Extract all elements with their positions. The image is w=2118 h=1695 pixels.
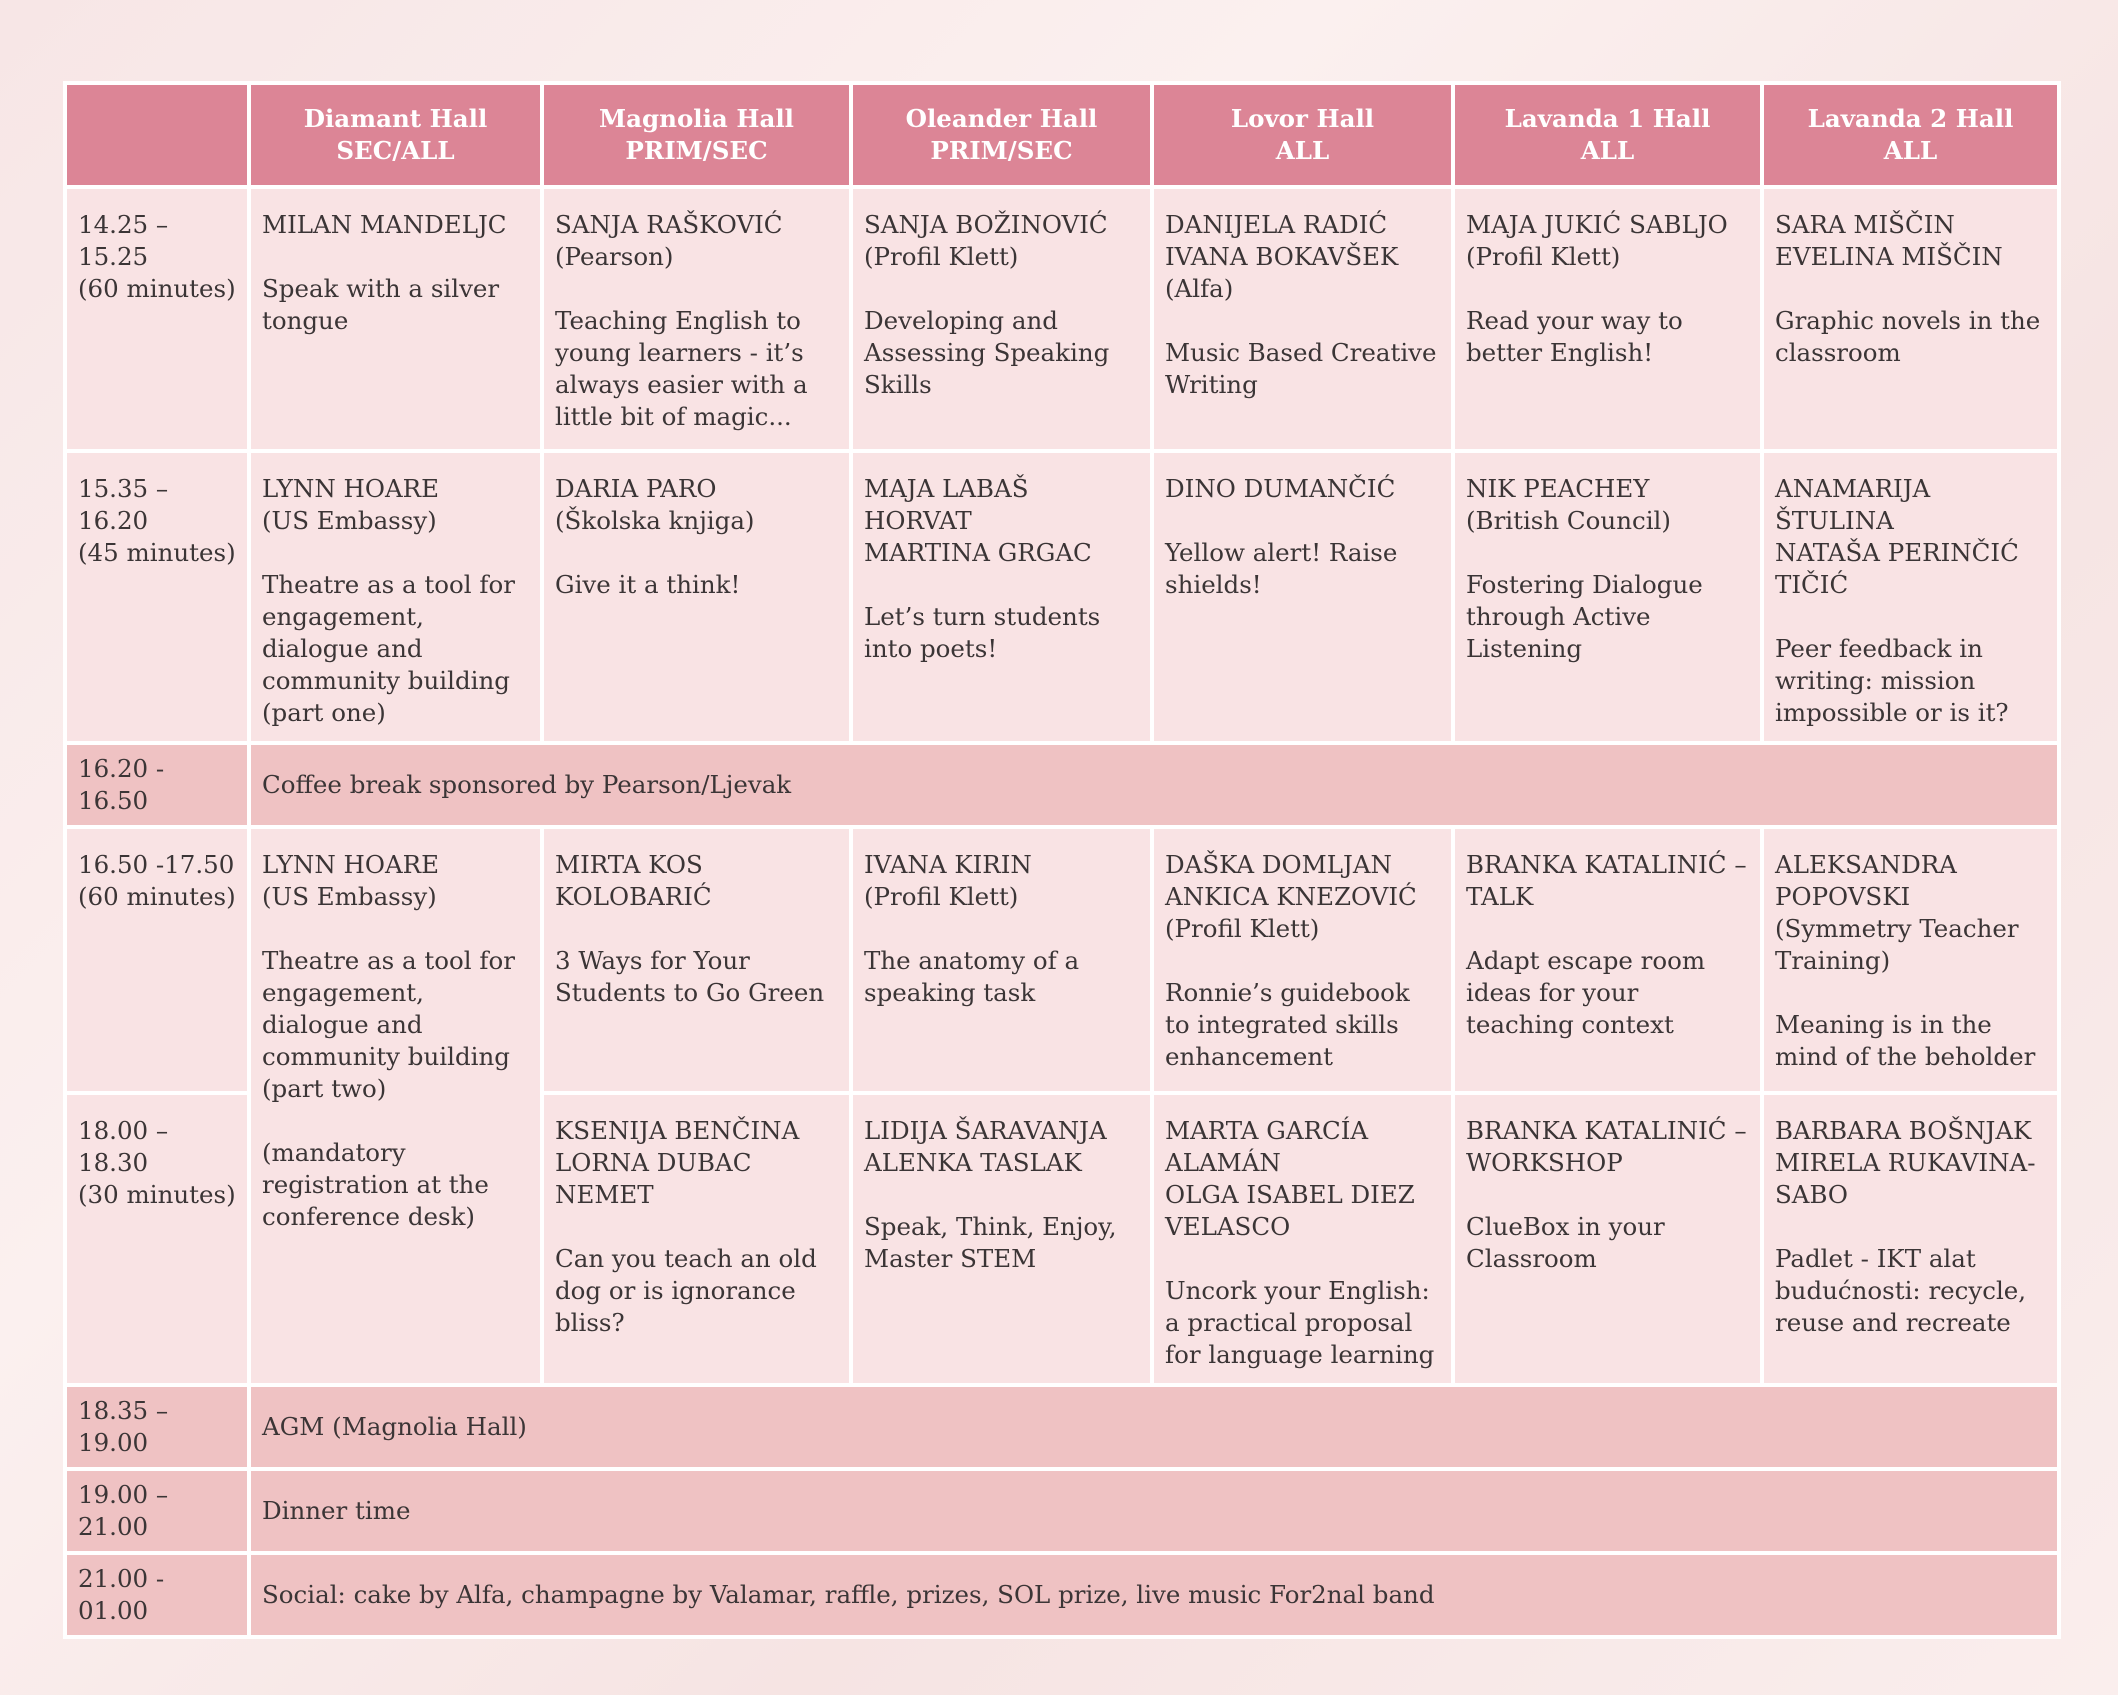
session-text: DANIJELA RADIĆ IVANA BOKAVŠEK (Alfa) Music Based Creative Writing — [1165, 210, 1437, 399]
event-text: Dinner time — [262, 1496, 411, 1525]
session-cell — [1762, 827, 2059, 1093]
time-text: 16.50 -17.50 (60 minutes) — [78, 850, 236, 911]
session-text: ANAMARIJA ŠTULINA NATAŠA PERINČIĆ TIČIĆ Peer feedback in writing: mission impossible or is it? — [1775, 474, 2019, 727]
header-hall — [1152, 83, 1453, 187]
hall-level: ALL — [1275, 136, 1330, 165]
session-text: LYNN HOARE (US Embassy) Theatre as a tool for engagement, dialogue and community building (part one) — [262, 474, 515, 727]
session-cell — [1152, 451, 1453, 743]
event-text: AGM (Magnolia Hall) — [262, 1412, 527, 1441]
session-text: MARTA GARCÍA ALAMÁN OLGA ISABEL DIEZ VELASCO Uncork your English: a practical proposal for language learning — [1165, 1116, 1435, 1369]
event-cell — [249, 1385, 2059, 1469]
time-text: 14.25 – 15.25 (60 minutes) — [78, 210, 236, 303]
hall-name: Oleander Hall — [905, 104, 1098, 133]
session-text: BRANKA KATALINIĆ – TALK Adapt escape room ideas for your teaching context — [1466, 850, 1747, 1039]
time-slot-row — [65, 187, 2059, 451]
schedule-container — [63, 81, 2057, 1639]
hall-name: Diamant Hall — [303, 104, 488, 133]
session-text: MAJA JUKIĆ SABLJO (Profil Klett) Read your way to better English! — [1466, 210, 1728, 367]
session-text: SANJA BOŽINOVIĆ (Profil Klett) Developing and Assessing Speaking Skills — [864, 210, 1110, 399]
time-text: 18.35 – 19.00 — [78, 1396, 169, 1457]
hall-level: ALL — [1580, 136, 1635, 165]
time-cell — [65, 187, 249, 451]
session-cell — [1152, 187, 1453, 451]
session-text: SARA MIŠČIN EVELINA MIŠČIN Graphic novels in the classroom — [1775, 210, 2041, 367]
header-hall — [1762, 83, 2059, 187]
time-text: 18.00 – 18.30 (30 minutes) — [78, 1116, 236, 1209]
time-slot-row — [65, 827, 2059, 1093]
time-text: 21.00 - 01.00 — [78, 1564, 165, 1625]
session-cell — [542, 827, 851, 1093]
hall-name: Lovor Hall — [1230, 104, 1375, 133]
session-cell — [1762, 187, 2059, 451]
hall-level: PRIM/SEC — [625, 136, 768, 165]
session-text: KSENIJA BENČINA LORNA DUBAC NEMET Can you teach an old dog or is ignorance bliss? — [555, 1116, 817, 1337]
session-cell — [851, 1093, 1152, 1385]
session-text: BRANKA KATALINIĆ – WORKSHOP ClueBox in your Classroom — [1466, 1116, 1747, 1273]
session-text: LYNN HOARE (US Embassy) Theatre as a tool for engagement, dialogue and community building (part two) (mandatory registration at the conference desk) — [262, 850, 515, 1231]
session-text: ALEKSANDRA POPOVSKI (Symmetry Teacher Training) Meaning is in the mind of the beholder — [1775, 850, 2036, 1071]
break-cell — [249, 743, 2059, 827]
hall-name: Lavanda 1 Hall — [1504, 104, 1711, 133]
header-hall — [1453, 83, 1762, 187]
session-cell — [1453, 187, 1762, 451]
hall-name: Magnolia Hall — [599, 104, 794, 133]
time-cell — [65, 1469, 249, 1553]
session-cell — [1762, 1093, 2059, 1385]
event-cell — [249, 1553, 2059, 1637]
event-text: Social: cake by Alfa, champagne by Valamar, raffle, prizes, SOL prize, live music For2nal band — [262, 1580, 1435, 1609]
time-text: 15.35 – 16.20 (45 minutes) — [78, 474, 236, 567]
time-slot-row — [65, 451, 2059, 743]
event-row — [65, 1469, 2059, 1553]
session-text: NIK PEACHEY (British Council) Fostering Dialogue through Active Listening — [1466, 474, 1703, 663]
session-cell — [1152, 827, 1453, 1093]
session-cell — [542, 187, 851, 451]
session-text: MILAN MANDELJC Speak with a silver tongue — [262, 210, 507, 335]
session-cell — [851, 827, 1152, 1093]
session-text: LIDIJA ŠARAVANJA ALENKA TASLAK Speak, Think, Enjoy, Master STEM — [864, 1116, 1117, 1273]
time-cell — [65, 451, 249, 743]
session-cell — [1453, 1093, 1762, 1385]
hall-name: Lavanda 2 Hall — [1807, 104, 2014, 133]
schedule-table — [63, 81, 2061, 1639]
header-hall — [542, 83, 851, 187]
hall-level: SEC/ALL — [336, 136, 455, 165]
session-cell-merged — [249, 827, 542, 1385]
time-cell — [65, 1385, 249, 1469]
session-cell — [249, 451, 542, 743]
session-text: BARBARA BOŠNJAK MIRELA RUKAVINA-SABO Padlet - IKT alat budućnosti: recycle, reuse and recreate — [1775, 1116, 2036, 1337]
session-text: SANJA RAŠKOVIĆ (Pearson) Teaching English to young learners - it’s always easier with a little bit of magic... — [555, 210, 808, 431]
hall-level: ALL — [1883, 136, 1938, 165]
break-text: Coffee break sponsored by Pearson/Ljevak — [262, 770, 792, 799]
session-cell — [1762, 451, 2059, 743]
session-text: DINO DUMANČIĆ Yellow alert! Raise shields! — [1165, 474, 1398, 599]
event-row — [65, 1385, 2059, 1469]
session-text: DAŠKA DOMLJAN ANKICA KNEZOVIĆ (Profil Klett) Ronnie’s guidebook to integrated skills enhancement — [1165, 850, 1417, 1071]
header-hall — [851, 83, 1152, 187]
session-cell — [1453, 451, 1762, 743]
time-cell — [65, 1093, 249, 1385]
event-row — [65, 1553, 2059, 1637]
session-cell — [542, 1093, 851, 1385]
session-cell — [851, 451, 1152, 743]
hall-level: PRIM/SEC — [930, 136, 1073, 165]
time-text: 16.20 - 16.50 — [78, 754, 165, 815]
header-hall — [249, 83, 542, 187]
time-text: 19.00 – 21.00 — [78, 1480, 169, 1541]
time-cell — [65, 1553, 249, 1637]
session-text: DARIA PARO (Školska knjiga) Give it a think! — [555, 474, 755, 599]
session-cell — [249, 187, 542, 451]
event-cell — [249, 1469, 2059, 1553]
session-text: MIRTA KOS KOLOBARIĆ 3 Ways for Your Students to Go Green — [555, 850, 825, 1007]
header-row — [65, 83, 2059, 187]
session-text: IVANA KIRIN (Profil Klett) The anatomy of a speaking task — [864, 850, 1080, 1007]
session-cell — [1152, 1093, 1453, 1385]
header-corner — [65, 83, 249, 187]
break-row — [65, 743, 2059, 827]
session-cell — [542, 451, 851, 743]
session-cell — [851, 187, 1152, 451]
session-text: MAJA LABAŠ HORVAT MARTINA GRGAC Let’s turn students into poets! — [864, 474, 1101, 663]
session-cell — [1453, 827, 1762, 1093]
time-cell — [65, 827, 249, 1093]
time-cell — [65, 743, 249, 827]
